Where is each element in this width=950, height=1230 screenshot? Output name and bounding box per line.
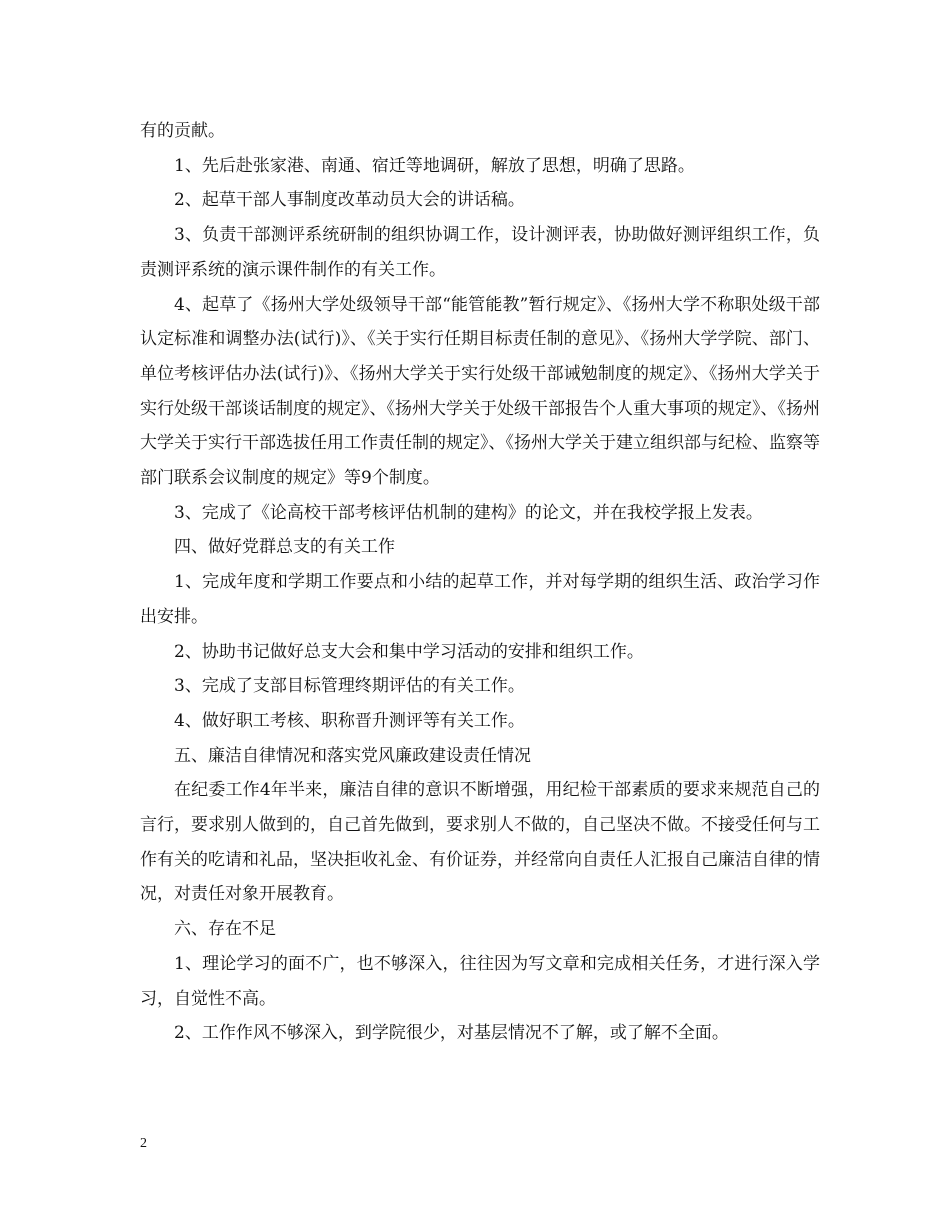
paragraph: 1、完成年度和学期工作要点和小结的起草工作，并对每学期的组织生活、政治学习作出安排。: [140, 572, 820, 627]
paragraph: 1、理论学习的面不广，也不够深入，往往因为写文章和完成相关任务，才进行深入学习，自觉性不高。: [140, 953, 820, 1009]
body-text: [140, 114, 820, 1051]
paragraph: 2、协助书记做好总支大会和集中学习活动的安排和组织工作。: [174, 641, 644, 662]
section-heading: 六、存在不足: [174, 919, 276, 940]
paragraph: 有的贡献。: [140, 121, 225, 141]
page-number: 2: [140, 1136, 147, 1151]
paragraph: 3、完成了《论高校干部考核评估机制的建构》的论文，并在我校学报上发表。: [174, 502, 763, 523]
paragraph: 3、负责干部测评系统研制的组织协调工作，设计测评表，协助做好测评组织工作，负责测评系统的演示课件制作的有关工作。: [140, 225, 820, 280]
paragraph: 在纪委工作4年半来，廉洁自律的意识不断增强，用纪检干部素质的要求来规范自己的言行，要求别人做到的，自己首先做到，要求别人不做的，自己坚决不做。不接受任何与工作有关的吃请和礼品，坚决拒收礼金、有价证券，并经常向自责任人汇报自己廉洁自律的情况，对责任对象开展教育。: [140, 780, 820, 905]
paragraph: 2、工作作风不够深入，到学院很少，对基层情况不了解，或了解不全面。: [174, 1023, 729, 1044]
paragraph: 1、先后赴张家港、南通、宿迁等地调研，解放了思想，明确了思路。: [174, 155, 695, 176]
paragraph: 4、做好职工考核、职称晋升测评等有关工作。: [174, 710, 525, 731]
section-heading: 五、廉洁自律情况和落实党风廉政建设责任情况: [174, 745, 531, 766]
section-heading: 四、做好党群总支的有关工作: [174, 537, 395, 558]
paragraph: 3、完成了支部目标管理终期评估的有关工作。: [174, 676, 525, 697]
paragraph: 4、起草了《扬州大学处级领导干部“能管能教”暂行规定》、《扬州大学不称职处级干部认定标准和调整办法(试行)》、《关于实行任期目标责任制的意见》、《扬州大学学院、部门、单位考核评估办法(试行)》、《扬州大学关于实行处级干部诫勉制度的规定》、《扬州大学关于实行处级干部谈话制度的规定》、《扬州大学关于处级干部报告个人重大事项的规定》、《扬州大学关于实行干部选拔任用工作责任制的规定》、《扬州大学关于建立组织部与纪检、监察等部门联系会议制度的规定》等9个制度。: [140, 294, 820, 489]
paragraph: 2、起草干部人事制度改革动员大会的讲话稿。: [174, 190, 525, 211]
